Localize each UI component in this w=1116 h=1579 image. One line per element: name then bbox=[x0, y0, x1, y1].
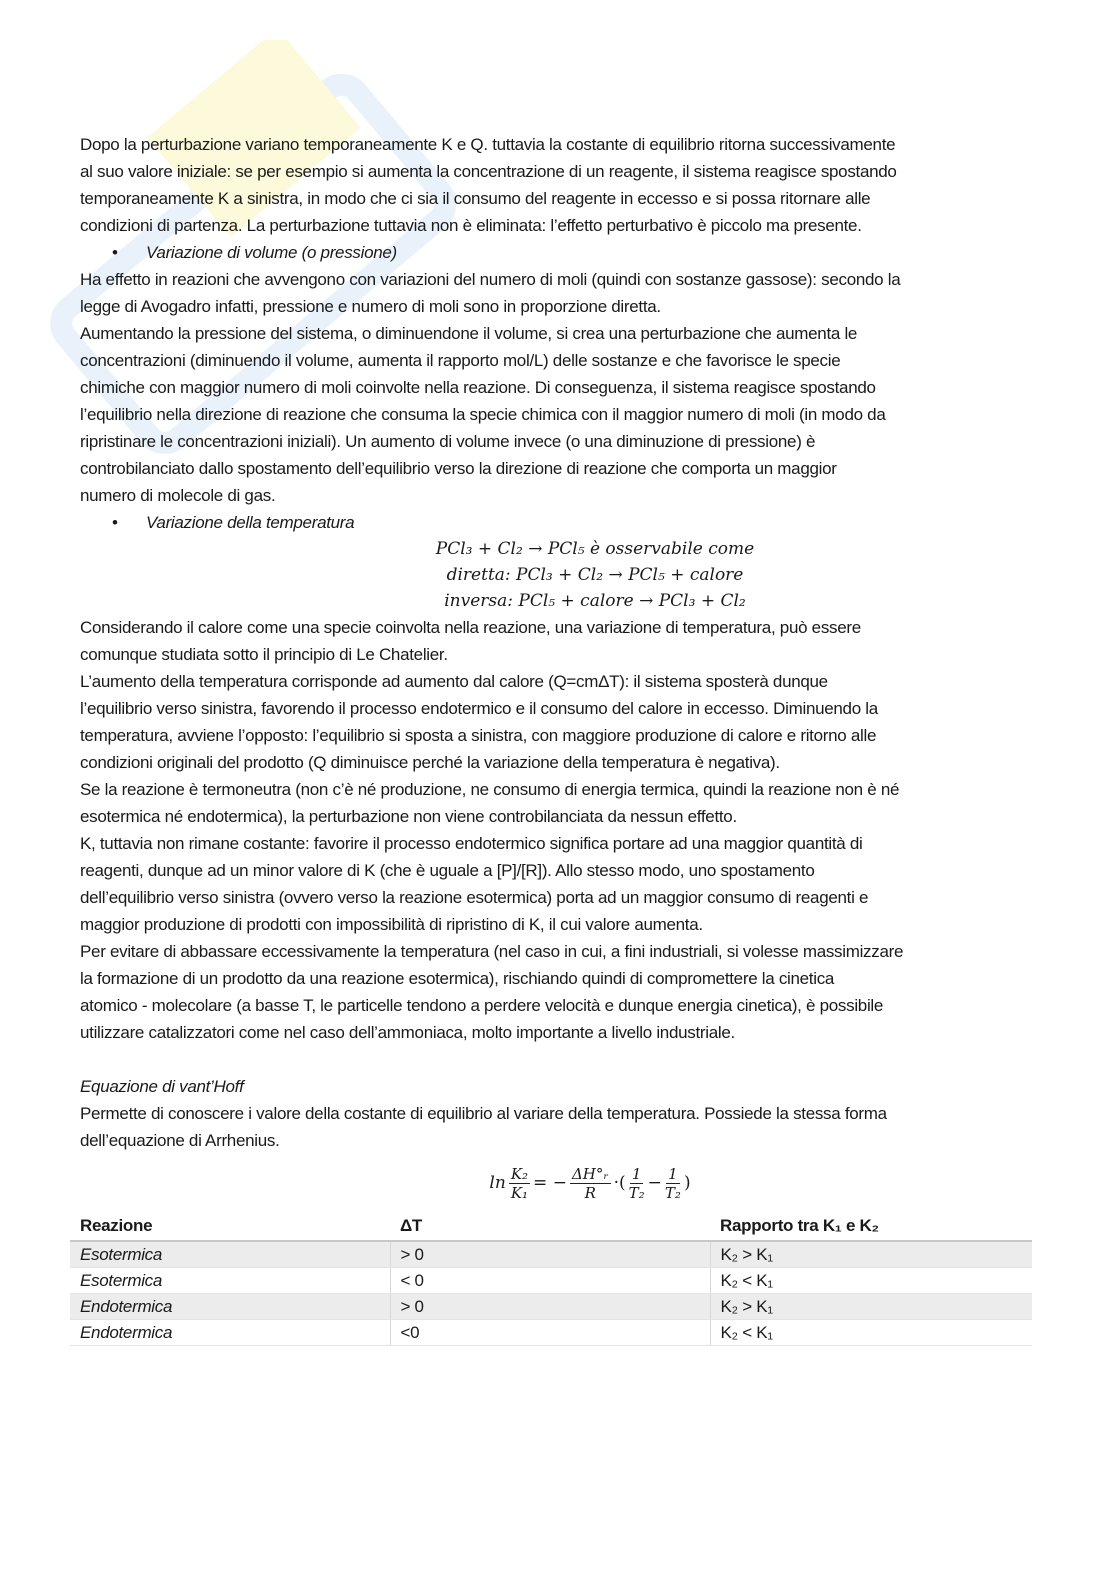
text-line: l’equilibrio verso sinistra, favorendo il processo endotermico e il consumo del calore in eccesso. Diminuendo la bbox=[80, 699, 878, 718]
text-line: dell’equazione di Arrhenius. bbox=[80, 1131, 280, 1150]
cell-delta-t: > 0 bbox=[390, 1294, 710, 1320]
text-line: comunque studiata sotto il principio di Le Chatelier. bbox=[80, 645, 448, 664]
text-line: Ha effetto in reazioni che avvengono con variazioni del numero di moli (quindi con sostanze gassose): secondo la bbox=[80, 270, 901, 289]
bullet-icon: • bbox=[112, 243, 118, 262]
text-line: dell’equilibrio verso sinistra (ovvero verso la reazione esotermica) porta ad un maggior consumo di reagenti e bbox=[80, 888, 869, 907]
text-line: esotermica né endotermica), la perturbazione non viene controbilanciata da nessun effetto. bbox=[80, 807, 737, 826]
text-line: reagenti, dunque ad un minor valore di K (che è uguale a [P]/[R]). Allo stesso modo, uno spostamento bbox=[80, 861, 815, 880]
cell-reazione: Esotermica bbox=[70, 1241, 390, 1268]
text-line: chimiche con maggior numero di moli coinvolte nella reazione. Di conseguenza, il sistema reagisce spostando bbox=[80, 378, 876, 397]
numerator: 1 bbox=[631, 1164, 642, 1183]
fraction-1-t2 bbox=[665, 1165, 681, 1202]
close-paren: ) bbox=[683, 1173, 691, 1193]
table-header-row bbox=[70, 1212, 1032, 1241]
text-line: Permette di conoscere i valore della costante di equilibrio al variare della temperatura. Possiede la stessa forma bbox=[80, 1104, 887, 1123]
cell-rapporto: K₂ < K₁ bbox=[710, 1320, 1032, 1346]
text-line: al suo valore iniziale: se per esempio si aumenta la concentrazione di un reagente, il sistema reagisce spostando bbox=[80, 162, 897, 181]
denominator: K₁ bbox=[510, 1183, 529, 1202]
cell-reazione: Endotermica bbox=[70, 1294, 390, 1320]
bullet-icon: • bbox=[112, 513, 118, 532]
text-line: controbilanciato dallo spostamento dell’equilibrio verso la direzione di reazione che comporta un maggior bbox=[80, 459, 837, 478]
text-flow bbox=[80, 131, 1040, 1154]
bullet-text: Variazione di volume (o pressione) bbox=[146, 243, 397, 262]
ln-symbol: ln bbox=[489, 1173, 506, 1193]
cell-rapporto: K₂ < K₁ bbox=[710, 1268, 1032, 1294]
text-line: legge di Avogadro infatti, pressione e numero di moli sono in proporzione diretta. bbox=[80, 297, 661, 316]
equation-line: diretta: PCl₃ + Cl₂ → PCl₅ + calore bbox=[446, 565, 744, 585]
numerator: 1 bbox=[668, 1164, 678, 1183]
text-line: condizioni di partenza. La perturbazione tuttavia non è eliminata: l’effetto perturbativo è piccolo ma presente. bbox=[80, 216, 862, 235]
text-line: atomico - molecolare (a basse T, le particelle tendono a perdere velocità e dunque energia cinetica), è possibile bbox=[80, 996, 884, 1015]
equation-line: inversa: PCl₅ + calore → PCl₃ + Cl₂ bbox=[444, 591, 746, 611]
numerator: K₂ bbox=[510, 1164, 529, 1183]
vant-hoff-equation bbox=[80, 1154, 1040, 1212]
table-row bbox=[70, 1241, 1032, 1268]
text-line: Dopo la perturbazione variano temporaneamente K e Q. tuttavia la costante di equilibrio ritorna successivamente bbox=[80, 135, 896, 154]
text-line: Aumentando la pressione del sistema, o diminuendone il volume, si crea una perturbazione che aumenta le bbox=[80, 324, 858, 343]
text-line: Per evitare di abbassare eccessivamente la temperatura (nel caso in cui, a fini industriali, si volesse massimizzare bbox=[80, 942, 904, 961]
table-row bbox=[70, 1320, 1032, 1346]
equation-line: PCl₃ + Cl₂ → PCl₅ è osservabile come bbox=[435, 539, 755, 559]
table-row bbox=[70, 1294, 1032, 1320]
cell-delta-t: < 0 bbox=[390, 1268, 710, 1294]
equals-minus: = − bbox=[533, 1173, 567, 1193]
denominator: R bbox=[584, 1183, 596, 1202]
text-line: L’aumento della temperatura corrisponde ad aumento dal calore (Q=cmΔT): il sistema sposterà dunque bbox=[80, 672, 828, 691]
text-line: numero di molecole di gas. bbox=[80, 486, 276, 505]
text-line: l’equilibrio nella direzione di reazione che consuma la specie chimica con il maggior numero di moli (in modo da bbox=[80, 405, 886, 424]
table-row bbox=[70, 1268, 1032, 1294]
cell-delta-t: <0 bbox=[390, 1320, 710, 1346]
cell-delta-t: > 0 bbox=[390, 1241, 710, 1268]
reaction-table bbox=[70, 1212, 1032, 1346]
spacer bbox=[80, 1046, 1040, 1073]
cell-reazione: Esotermica bbox=[70, 1268, 390, 1294]
dot-paren: ·( bbox=[613, 1173, 626, 1193]
bullet-text: Variazione della temperatura bbox=[146, 513, 355, 532]
cell-rapporto: K₂ > K₁ bbox=[710, 1241, 1032, 1268]
text-line: utilizzare catalizzatori come nel caso dell’ammoniaca, molto importante a livello industriale. bbox=[80, 1023, 735, 1042]
section-heading: Equazione di vant’Hoff bbox=[80, 1077, 244, 1096]
fraction-k2-k1 bbox=[509, 1165, 530, 1202]
numerator: ΔH°ᵣ bbox=[571, 1164, 609, 1183]
header-delta-t: ΔT bbox=[390, 1212, 710, 1241]
text-line: temperatura, avviene l’opposto: l’equilibrio si sposta a sinistra, con maggiore produzione di calore e ritorno alle bbox=[80, 726, 877, 745]
document-body bbox=[80, 131, 1040, 1346]
cell-rapporto: K₂ > K₁ bbox=[710, 1294, 1032, 1320]
text-line: concentrazioni (diminuendo il volume, aumenta il rapporto mol/L) delle sostanze e che favorisce le specie bbox=[80, 351, 841, 370]
text-line: ripristinare le concentrazioni iniziali). Un aumento di volume invece (o una diminuzione di pressione) è bbox=[80, 432, 816, 451]
denominator: T₂ bbox=[628, 1183, 645, 1202]
bullet-item bbox=[80, 509, 1040, 536]
bullet-item bbox=[80, 239, 1040, 266]
header-reazione: Reazione bbox=[70, 1212, 390, 1241]
cell-reazione: Endotermica bbox=[70, 1320, 390, 1346]
fraction-dh-r bbox=[570, 1165, 611, 1202]
text-line: condizioni originali del prodotto (Q diminuisce perché la variazione della temperatura è negativa). bbox=[80, 753, 780, 772]
text-line: K, tuttavia non rimane costante: favorire il processo endotermico significa portare ad una maggior quantità di bbox=[80, 834, 863, 853]
header-rapporto: Rapporto tra K₁ e K₂ bbox=[710, 1212, 1032, 1241]
text-line: Se la reazione è termoneutra (non c’è né produzione, ne consumo di energia termica, quindi la reazione non è né bbox=[80, 780, 900, 799]
denominator: T₂ bbox=[664, 1183, 681, 1202]
minus: − bbox=[647, 1173, 662, 1193]
text-line: maggior produzione di prodotti con impossibilità di ripristino di K, il cui valore aumenta. bbox=[80, 915, 703, 934]
text-line: Considerando il calore come una specie coinvolta nella reazione, una variazione di temperatura, può essere bbox=[80, 618, 861, 637]
text-line: temporaneamente K a sinistra, in modo che ci sia il consumo del reagente in eccesso e si possa ritornare alle bbox=[80, 189, 871, 208]
text-line: la formazione di un prodotto da una reazione esotermica), rischiando quindi di compromettere la cinetica bbox=[80, 969, 835, 988]
fraction-1-t2 bbox=[629, 1165, 645, 1202]
